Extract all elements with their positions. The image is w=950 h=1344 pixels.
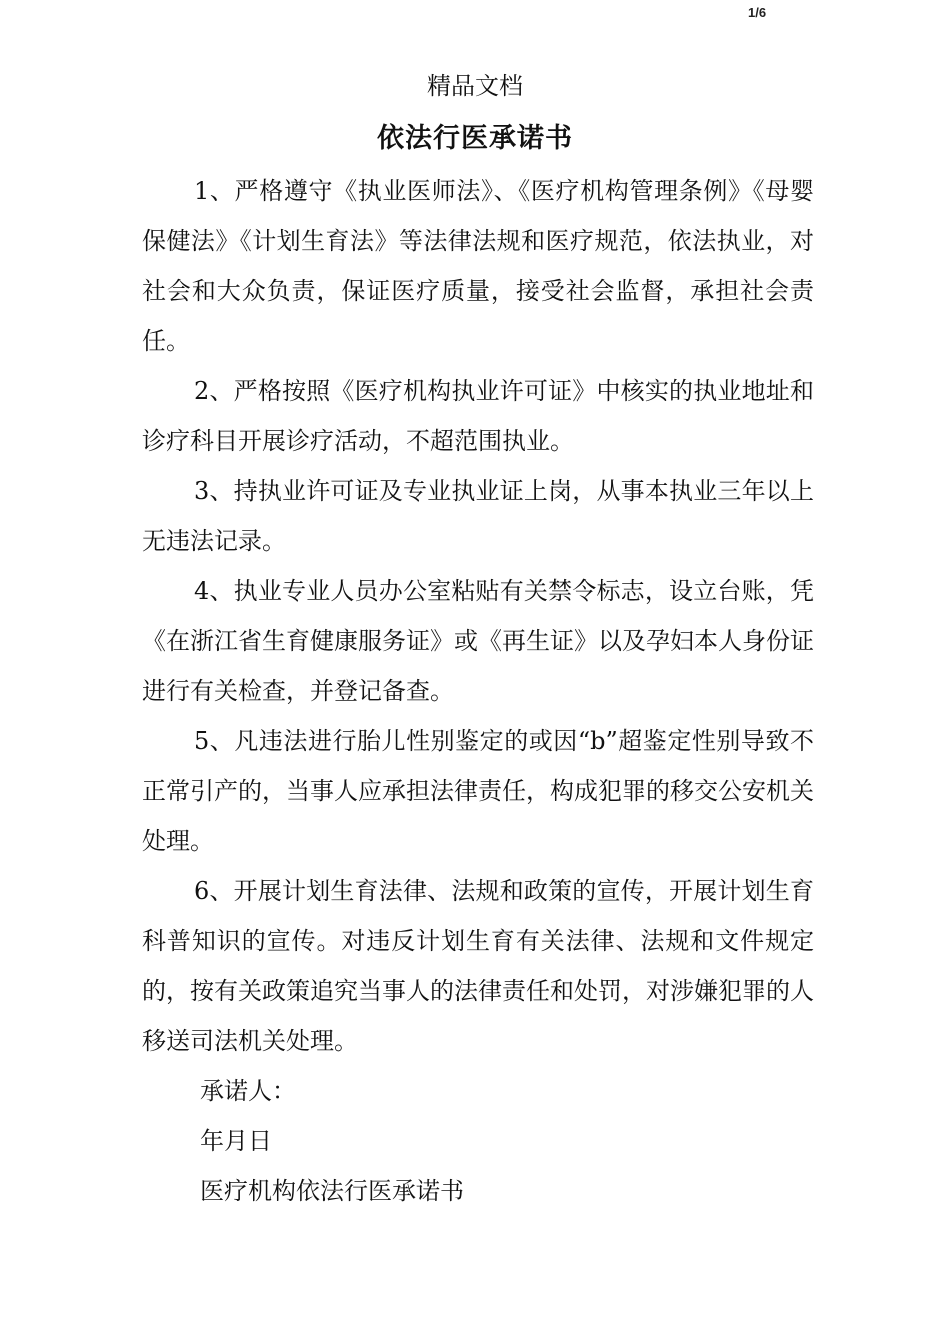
footer-title: 医疗机构依法行医承诺书: [200, 1177, 464, 1205]
date-line: 年月日: [200, 1127, 272, 1155]
promiser-label: 承诺人：: [200, 1077, 296, 1105]
clause-5: 5、凡违法进行胎儿性别鉴定的或因“b”超鉴定性别导致不正常引产的，当事人应承担法律责任，构成犯罪的移交公安机关处理。: [142, 727, 814, 855]
clause-1: 1、严格遵守《执业医师法》、《医疗机构管理条例》《母婴保健法》《计划生育法》等法律法规和医疗规范，依法执业，对社会和大众负责，保证医疗质量，接受社会监督，承担社会责任。: [142, 177, 814, 355]
clause-3: 3、持执业许可证及专业执业证上岗，从事本执业三年以上无违法记录。: [142, 477, 814, 555]
clause-6: 6、开展计划生育法律、法规和政策的宣传，开展计划生育科普知识的宣传。对违反计划生育有关法律、法规和文件规定的，按有关政策追究当事人的法律责任和处罚，对涉嫌犯罪的人移送司法机关处理。: [142, 877, 814, 1055]
clause-2: 2、严格按照《医疗机构执业许可证》中核实的执业地址和诊疗科目开展诊疗活动，不超范围执业。: [142, 377, 814, 455]
clause-4: 4、执业专业人员办公室粘贴有关禁令标志，设立台账，凭《在浙江省生育健康服务证》或《再生证》以及孕妇本人身份证进行有关检查，并登记备查。: [142, 577, 814, 705]
page-number: 1/6: [748, 5, 767, 20]
document-header: 精品文档: [427, 72, 523, 100]
document-body: [142, 166, 814, 1216]
document-title: 依法行医承诺书: [377, 123, 573, 154]
